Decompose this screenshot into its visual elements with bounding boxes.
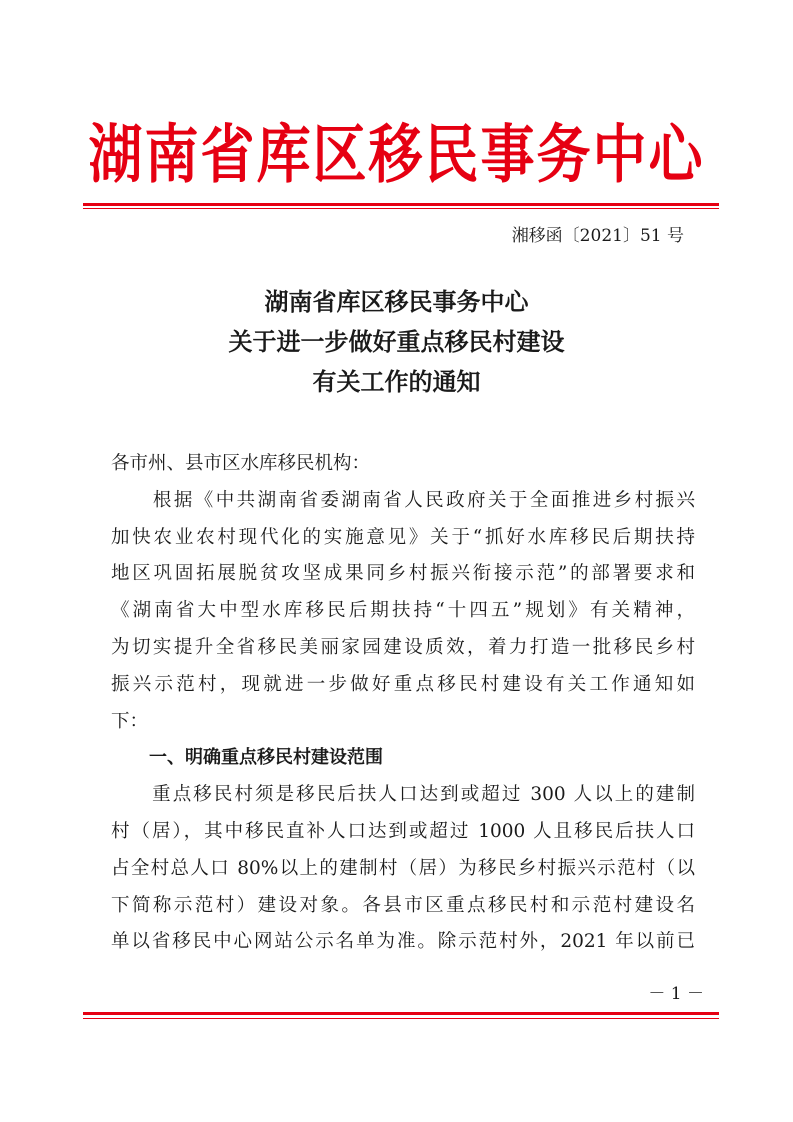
text-line: 《湖南省大中型水库移民后期扶持“十四五”规划》有关精神， <box>111 600 695 622</box>
title-line: 有关工作的通知 <box>312 368 481 396</box>
salutation: 各市州、县市区水库移民机构： <box>111 453 371 474</box>
text-line: 为切实提升全省移民美丽家园建设质效，着力打造一批移民乡村 <box>111 636 695 658</box>
document-body <box>111 446 695 961</box>
text-line: 振兴示范村，现就进一步做好重点移民村建设有关工作通知如 <box>111 673 695 695</box>
text-line: 占全村总人口 80%以上的建制村（居）为移民乡村振兴示范村（以 <box>111 857 695 879</box>
section-heading: 一、明确重点移民村建设范围 <box>149 747 383 769</box>
text-line: 单以省移民中心网站公示名单为准。除示范村外，2021 年以前已 <box>111 931 695 953</box>
paragraph-1 <box>111 483 695 741</box>
paragraph-2 <box>111 777 695 961</box>
page-number: － 1 － <box>648 984 704 1004</box>
text-line: 根据《中共湖南省委湖南省人民政府关于全面推进乡村振兴 <box>111 489 695 511</box>
text-line: 地区巩固拓展脱贫攻坚成果同乡村振兴衔接示范”的部署要求和 <box>111 563 695 585</box>
document-title <box>0 282 793 402</box>
header-divider-thick <box>83 203 719 206</box>
footer-divider-thick <box>83 1012 719 1015</box>
document-number: 湘移函〔2021〕51 号 <box>511 226 684 246</box>
text-line: 村（居），其中移民直补人口达到或超过 1000 人且移民后扶人口 <box>111 820 695 842</box>
masthead-org-name: 湖南省库区移民事务中心 <box>88 117 705 192</box>
footer-divider-thin <box>83 1018 719 1019</box>
text-line: 下简称示范村）建设对象。各县市区重点移民村和示范村建设名 <box>111 894 695 916</box>
text-line: 下： <box>111 710 149 732</box>
title-line: 湖南省库区移民事务中心 <box>264 288 529 316</box>
title-line: 关于进一步做好重点移民村建设 <box>228 328 565 356</box>
text-line: 重点移民村须是移民后扶人口达到或超过 300 人以上的建制 <box>111 784 695 806</box>
text-line: 加快农业农村现代化的实施意见》关于“抓好水库移民后期扶持 <box>111 526 695 548</box>
header-divider-thin <box>83 208 719 209</box>
